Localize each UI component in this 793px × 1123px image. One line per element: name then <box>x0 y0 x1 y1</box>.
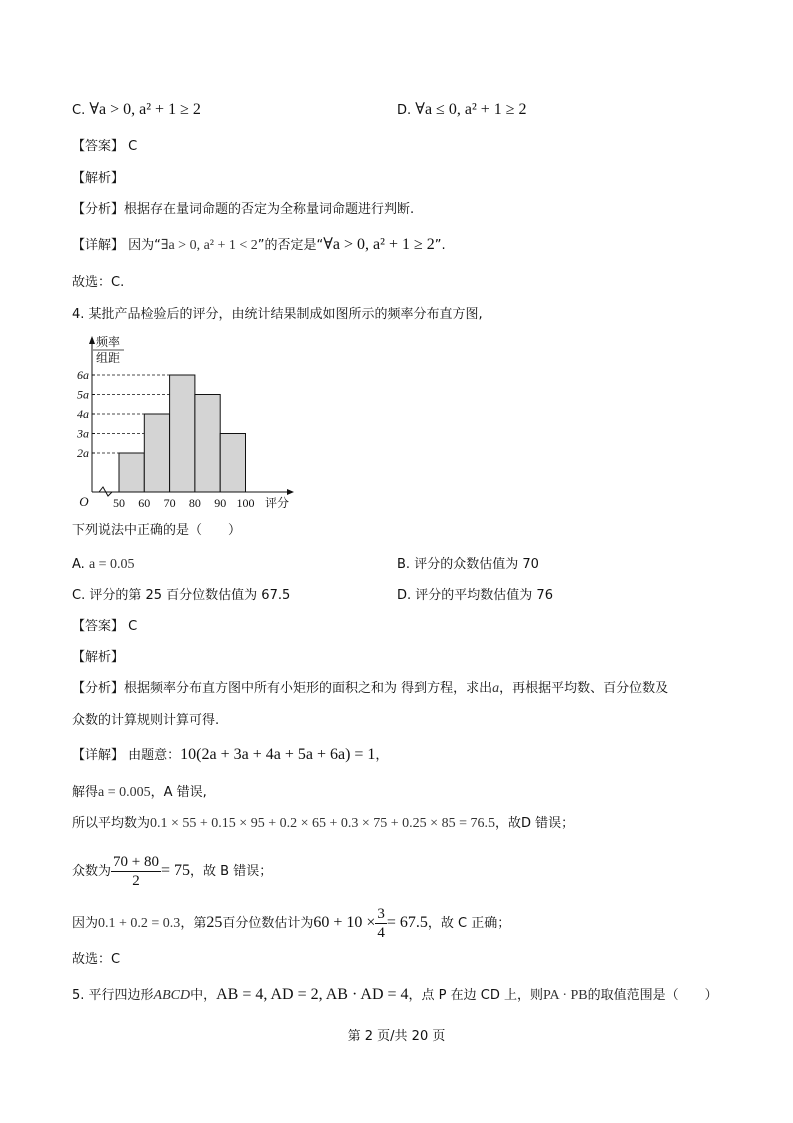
y-tick-label: 5a <box>77 387 89 402</box>
x-tick-label: 90 <box>214 496 227 510</box>
x-tick-label: 70 <box>163 496 176 510</box>
text: ， <box>375 748 389 763</box>
text: ”. <box>434 238 446 253</box>
option-label: C. <box>72 103 86 118</box>
histogram-bar <box>119 453 144 492</box>
math: 0.1 × 55 + 0.15 × 95 + 0.2 × 65 + 0.3 × 75 + 0.25 × 85 = 76.5 <box>150 816 495 831</box>
denominator: 2 <box>132 873 140 889</box>
q3-analysis-title: 【解析】 <box>72 171 125 186</box>
text: 众数为 <box>72 864 112 879</box>
text: 5. 平行四边形 <box>72 988 154 1003</box>
text: ，再根据平均数、百分位数及 <box>499 681 669 696</box>
math: = 67.5 <box>386 914 428 931</box>
math: 60 + 10 × <box>313 914 376 931</box>
math: ∃a > 0, a² + 1 < 2 <box>160 238 258 253</box>
q4-solve <box>72 783 207 803</box>
q4-option-a <box>72 555 135 575</box>
x-tick-label: 100 <box>236 496 255 510</box>
math: a = 0.005 <box>98 785 151 800</box>
y-tick-label: 4a <box>77 407 89 421</box>
axis-break <box>92 487 119 496</box>
origin-label: O <box>79 494 89 509</box>
text: 的取值范围是（ ） <box>587 988 718 1003</box>
q4-mode <box>72 852 272 891</box>
math: ∀a > 0, a² + 1 ≥ 2 <box>323 236 435 253</box>
q4-option-c <box>72 586 290 606</box>
fraction <box>375 905 387 942</box>
q3-analysis: 【分析】根据存在量词命题的否定为全称量词命题进行判断. <box>72 202 415 217</box>
q4-analysis-line1 <box>72 679 668 699</box>
histogram-bar <box>144 414 169 492</box>
x-tick-label: 80 <box>188 496 201 510</box>
math: 0.1 + 0.2 = 0.3 <box>98 916 181 931</box>
q3-choice: 故选：C. <box>72 275 125 290</box>
math: = 75 <box>160 862 191 879</box>
y-axis-arrow <box>89 336 95 344</box>
y-tick-label: 6a <box>77 368 89 382</box>
text: 百分位数估计为 <box>222 916 314 931</box>
option-text: 评分的第 25 百分位数估值为 67.5 <box>89 588 291 603</box>
x-axis-label: 评分 <box>264 496 290 510</box>
q3-answer: 【答案】 C <box>72 139 138 154</box>
math: ABCD <box>153 988 191 1003</box>
option-label: D. <box>397 103 412 118</box>
option-math: ∀a > 0, a² + 1 ≥ 2 <box>89 101 201 118</box>
y-tick-label: 2a <box>77 446 89 460</box>
text: 因为 <box>72 916 99 931</box>
q4-question: 下列说法中正确的是（ ） <box>72 523 242 538</box>
q4-detail <box>72 745 388 766</box>
text: 【详解】 由题意： <box>72 748 181 763</box>
histogram-bar <box>195 395 220 493</box>
q4-option-b <box>397 555 539 575</box>
math: 25 <box>206 914 223 931</box>
numerator: 70 + 80 <box>113 854 159 870</box>
q4-percentile <box>72 904 510 943</box>
q4-mean <box>72 814 574 834</box>
text: ，A 错误, <box>150 785 207 800</box>
q4-option-d <box>397 586 553 606</box>
option-text: 评分的众数估值为 70 <box>414 557 539 572</box>
text: 【详解】 因为“ <box>72 238 161 253</box>
option-math: ∀a ≤ 0, a² + 1 ≥ 2 <box>415 101 527 118</box>
option-text: 评分的平均数估值为 76 <box>415 588 553 603</box>
option-text: a = 0.05 <box>88 557 135 572</box>
text: 所以平均数为 <box>72 816 151 831</box>
math: 10(2a + 3a + 4a + 5a + 6a) = 1 <box>180 746 376 763</box>
histogram-bar <box>170 375 195 492</box>
q4-analysis-line2: 众数的计算规则计算可得. <box>72 713 220 728</box>
q4-stem: 4. 某批产品检验后的评分，由统计结果制成如图所示的频率分布直方图, <box>72 307 483 322</box>
numerator: 3 <box>377 906 385 922</box>
option-label: B. <box>397 557 411 572</box>
page-footer: 第 2 页/共 20 页 <box>347 1029 446 1044</box>
denominator: 4 <box>377 925 385 941</box>
text: ，点 P 在边 CD 上，则 <box>408 988 544 1003</box>
option-label: C. <box>72 588 86 603</box>
text: ”的否定是“ <box>257 238 324 253</box>
text: ，第 <box>180 916 207 931</box>
text: ，故 C 正确； <box>427 916 511 931</box>
text: 【分析】根据频率分布直方图中所有小矩形的面积之和为 得到方程，求出 <box>72 681 493 696</box>
x-tick-label: 50 <box>113 496 125 510</box>
option-label: A. <box>72 557 85 572</box>
q5-stem <box>72 985 718 1006</box>
y-axis-label-top: 频率 <box>95 335 121 349</box>
text: 解得 <box>72 785 99 800</box>
math: PA · PB <box>543 988 588 1003</box>
text: ，故 B 错误； <box>190 864 273 879</box>
x-axis-arrow <box>287 489 294 495</box>
histogram-bar <box>220 434 245 493</box>
fraction <box>111 853 161 890</box>
math: a <box>492 681 500 696</box>
q4-answer: 【答案】 C <box>72 619 138 634</box>
q3-option-c <box>72 100 201 121</box>
math: AB = 4, AD = 2, AB · AD = 4 <box>216 986 409 1003</box>
histogram-chart <box>72 330 312 515</box>
q4-choice: 故选：C <box>72 952 121 967</box>
text: 中， <box>190 988 217 1003</box>
text: ，故D 错误； <box>494 816 575 831</box>
y-axis-label-bottom: 组距 <box>95 351 121 365</box>
option-label: D. <box>397 588 412 603</box>
y-tick-label: 3a <box>77 426 89 441</box>
q3-detail <box>72 235 446 256</box>
x-tick-label: 60 <box>138 496 151 510</box>
q3-option-d <box>397 100 527 121</box>
q4-analysis-title: 【解析】 <box>72 650 125 665</box>
